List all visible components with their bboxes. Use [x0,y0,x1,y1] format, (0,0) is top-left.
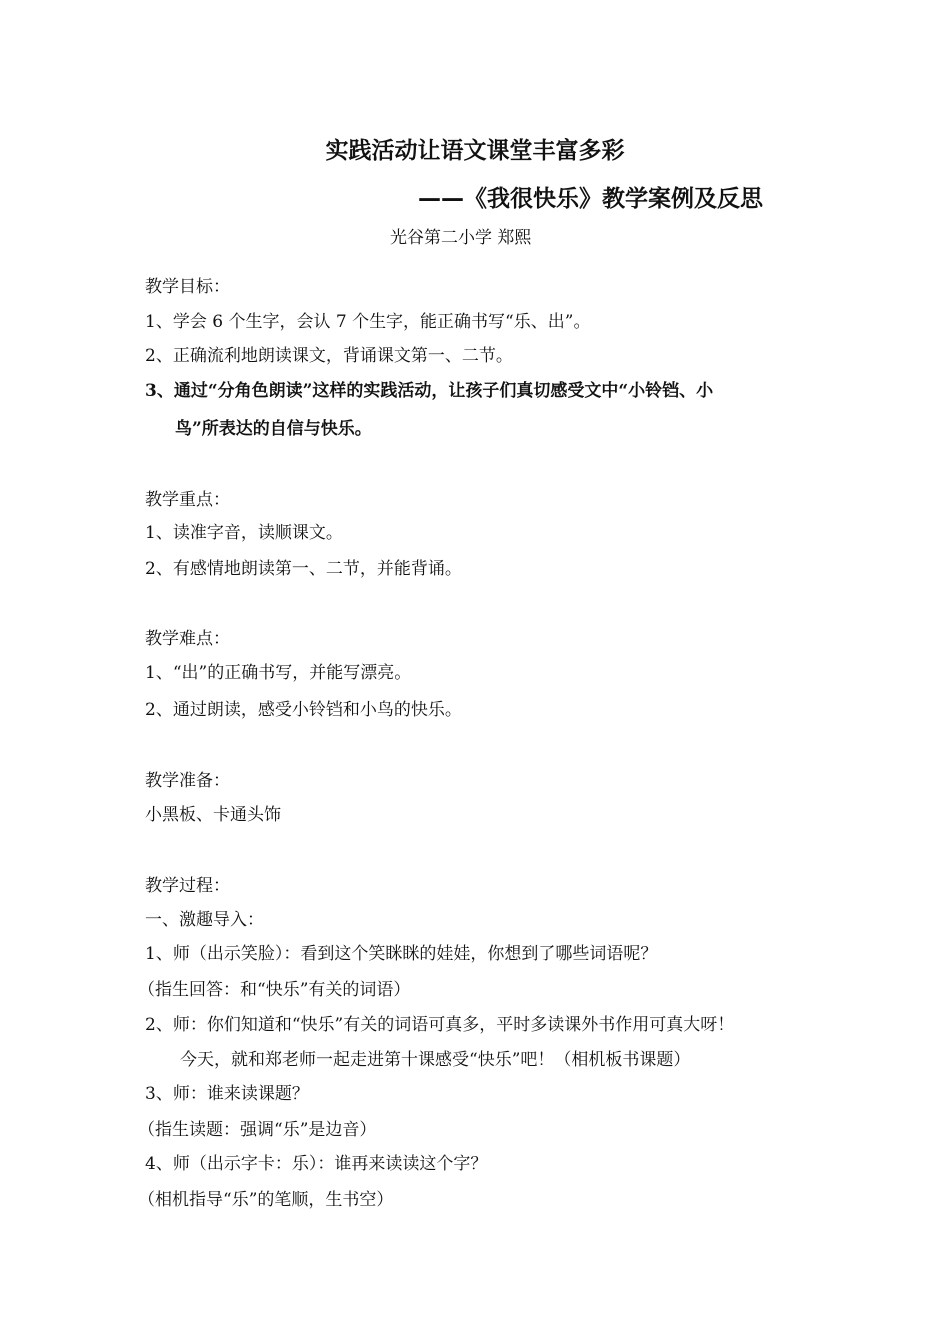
key-point-item: 1、读准字音，读顺课文。 [145,523,343,543]
difficulty-item: 2、通过朗读，感受小铃铛和小鸟的快乐。 [145,700,462,720]
process-line: （相机指导“乐”的笔顺，生书空） [138,1190,394,1210]
process-line: 1、师（出示笑脸）：看到这个笑眯眯的娃娃，你想到了哪些词语呢？ [145,944,658,964]
preparation-heading: 教学准备： [145,771,230,791]
process-line: 4、师（出示字卡：乐）：谁再来读读这个字？ [145,1154,488,1174]
key-points-heading: 教学重点： [145,490,230,510]
key-point-item: 2、有感情地朗读第一、二节，并能背诵。 [145,559,462,579]
objectives-heading: 教学目标： [145,277,230,297]
process-line: 3、师：谁来读课题？ [145,1084,309,1104]
process-line: （指生回答：和“快乐”有关的词语） [138,980,411,1000]
process-line: （指生读题：强调“乐”是边音） [138,1120,377,1140]
objective-item-continuation: 鸟”所表达的自信与快乐。 [175,419,372,439]
process-section-title: 一、激趣导入： [145,910,264,930]
document-subtitle: ——《我很快乐》教学案例及反思 [418,186,763,212]
process-line: 2、师：你们知道和“快乐”有关的词语可真多，平时多读课外书作用可真大呀！ [145,1015,735,1035]
objective-item: 3、通过“分角色朗读”这样的实践活动，让孩子们真切感受文中“小铃铛、小 [145,381,714,401]
process-heading: 教学过程： [145,876,230,896]
objective-item: 2、正确流利地朗读课文，背诵课文第一、二节。 [145,346,513,366]
document-title: 实践活动让语文课堂丰富多彩 [325,138,625,164]
process-line: 今天，就和郑老师一起走进第十课感受“快乐”吧！（相机板书课题） [180,1050,691,1070]
difficulties-heading: 教学难点： [145,629,230,649]
difficulty-item: 1、“出”的正确书写，并能写漂亮。 [145,663,412,683]
objective-item: 1、学会 6 个生字，会认 7 个生字，能正确书写“乐、出”。 [145,312,591,332]
author-line: 光谷第二小学 郑熙 [390,228,532,248]
preparation-item: 小黑板、卡通头饰 [145,805,281,825]
